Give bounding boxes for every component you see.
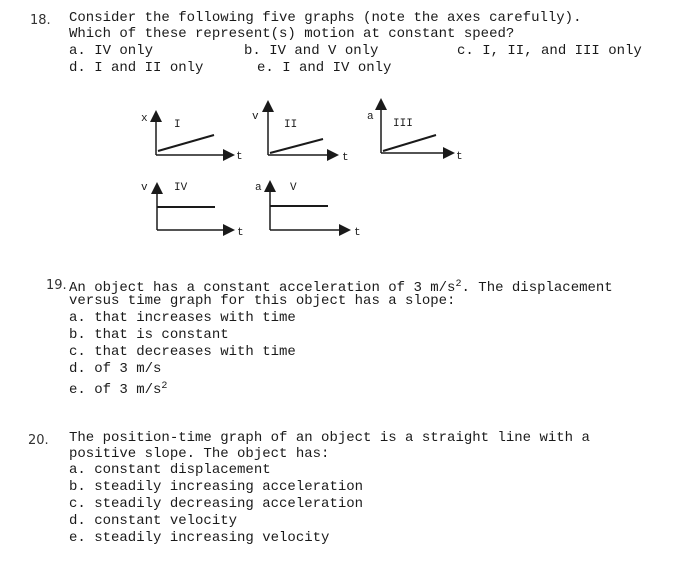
graph-i bbox=[141, 113, 243, 163]
q18-option-b: b. IV and V only bbox=[244, 43, 379, 59]
graph-v bbox=[255, 182, 361, 239]
graph-iv-yaxis: v bbox=[141, 182, 148, 194]
q20-option-c: c. steadily decreasing acceleration bbox=[69, 496, 364, 512]
q19-option-a: a. that increases with time bbox=[69, 310, 296, 326]
q20-option-a: a. constant displacement bbox=[69, 462, 271, 478]
q19-option-e-text: e. of 3 m/s bbox=[69, 382, 162, 398]
q18-option-a: a. IV only bbox=[69, 43, 154, 59]
graph-ii-xaxis: t bbox=[342, 152, 349, 164]
q19-line1-post: . The displacement bbox=[461, 280, 613, 296]
q19-option-c: c. that decreases with time bbox=[69, 344, 296, 360]
q19-number: 19. bbox=[46, 278, 67, 293]
q19-option-e bbox=[69, 378, 167, 399]
q19-line2: versus time graph for this object has a slope: bbox=[69, 293, 456, 309]
q20-option-d: d. constant velocity bbox=[69, 513, 238, 529]
graph-v-xaxis: t bbox=[354, 227, 361, 239]
graph-ii-yaxis: v bbox=[252, 111, 259, 123]
q18-line1: Consider the following five graphs (note the axes carefully). bbox=[69, 10, 582, 26]
q18-option-d: d. I and II only bbox=[69, 60, 204, 76]
q19-option-b: b. that is constant bbox=[69, 327, 229, 343]
graph-iii-yaxis: a bbox=[367, 111, 374, 123]
graph-i-yaxis: x bbox=[141, 113, 148, 125]
graph-iii-xaxis: t bbox=[456, 151, 463, 163]
q20-line2: positive slope. The object has: bbox=[69, 446, 330, 462]
q20-number: 20. bbox=[28, 433, 49, 448]
graph-iv-label: IV bbox=[174, 182, 188, 194]
q19-line1-sup: 2 bbox=[455, 279, 462, 290]
graph-iii-label: III bbox=[393, 118, 413, 130]
graph-v-yaxis: a bbox=[255, 182, 262, 194]
graph-i-label: I bbox=[174, 119, 181, 131]
q20-option-b: b. steadily increasing acceleration bbox=[69, 479, 364, 495]
graph-iv bbox=[141, 182, 244, 239]
q18-option-e: e. I and IV only bbox=[257, 60, 392, 76]
graph-i-xaxis: t bbox=[236, 151, 243, 163]
q18-graphs bbox=[0, 95, 700, 245]
graph-ii bbox=[252, 103, 349, 164]
q18-option-c: c. I, II, and III only bbox=[457, 43, 642, 59]
q20-option-e: e. steadily increasing velocity bbox=[69, 530, 330, 546]
graph-ii-label: II bbox=[284, 119, 298, 131]
graph-iv-xaxis: t bbox=[237, 227, 244, 239]
graph-v-label: V bbox=[290, 182, 297, 194]
graph-iii bbox=[367, 101, 463, 163]
q19-line1-pre: An object has a constant acceleration of 3 m/s bbox=[69, 280, 456, 296]
q19-option-e-sup: 2 bbox=[161, 381, 168, 392]
q18-number: 18. bbox=[30, 13, 51, 28]
q20-line1: The position-time graph of an object is a straight line with a bbox=[69, 430, 590, 446]
q18-line2: Which of these represent(s) motion at constant speed? bbox=[69, 26, 515, 42]
q19-option-d: d. of 3 m/s bbox=[69, 361, 162, 377]
